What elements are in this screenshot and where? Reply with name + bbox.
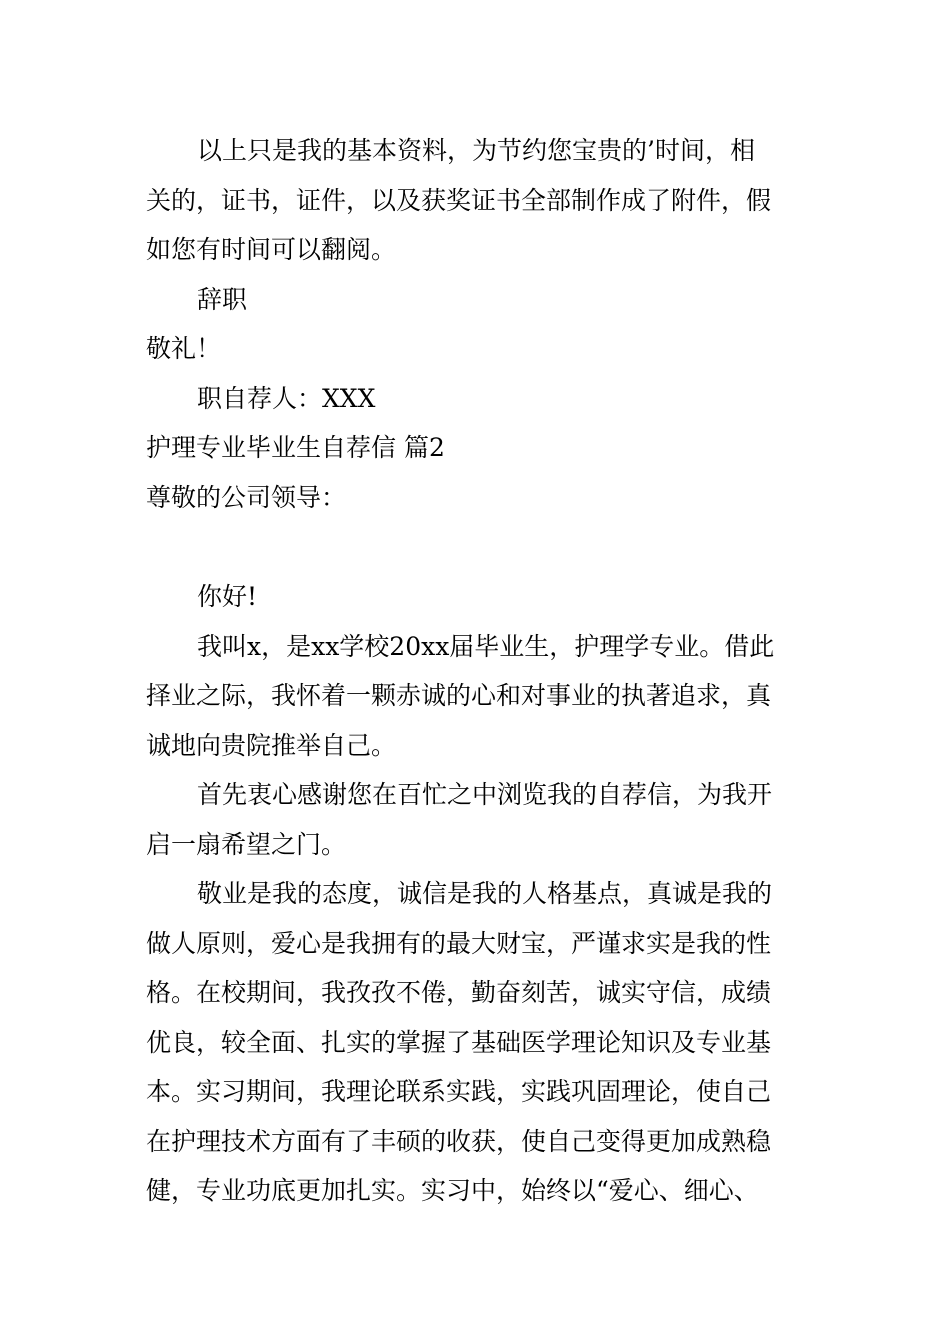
document-page (146, 126, 806, 1216)
blank-gap (146, 522, 806, 572)
salutation-closing: 敬礼！ (146, 334, 222, 363)
paragraph-line: 优良，较全面、扎实的掌握了基础医学理论知识及专业基 (146, 1027, 772, 1057)
paragraph-line: 诚地向贵院推举自己。 (146, 730, 397, 760)
paragraph-line: 如您有时间可以翻阅。 (146, 235, 397, 264)
paragraph-line: 健，专业功底更加扎实。实习中，始终以“爱心、细心、 (146, 1176, 759, 1205)
section-title: 护理专业毕业生自荐信 篇2 (146, 433, 445, 462)
signature-line: 职自荐人：XXX (197, 383, 376, 413)
paragraph-line: 关的，证书，证件，以及获奖证书全部制作成了附件，假 (146, 185, 772, 215)
paragraph-line: 格。在校期间，我孜孜不倦，勤奋刻苦，诚实守信，成绩 (146, 978, 772, 1007)
paragraph-line: 择业之际，我怀着一颗赤诚的心和对事业的执著追求，真 (146, 681, 772, 710)
paragraph-line: 本。实习期间，我理论联系实践，实践巩固理论，使自己 (146, 1077, 772, 1106)
paragraph-line: 首先衷心感谢您在百忙之中浏览我的自荐信，为我开 (197, 780, 773, 809)
greeting-recipient: 尊敬的公司领导： (146, 482, 347, 512)
paragraph-line: 以上只是我的基本资料，为节约您宝贵的’时间，相 (197, 136, 755, 165)
paragraph-line: 启一扇希望之门。 (146, 829, 347, 859)
paragraph-line: 在护理技术方面有了丰硕的收获，使自己变得更加成熟稳 (146, 1126, 772, 1156)
paragraph-line: 做人原则，爱心是我拥有的最大财宝，严谨求实是我的性 (146, 928, 772, 958)
resignation-line: 辞职 (197, 284, 248, 314)
paragraph-line: 敬业是我的态度，诚信是我的人格基点，真诚是我的 (197, 879, 773, 908)
greeting-hello: 你好! (197, 582, 258, 611)
paragraph-line: 我叫x，是xx学校20xx届毕业生，护理学专业。借此 (197, 631, 775, 661)
